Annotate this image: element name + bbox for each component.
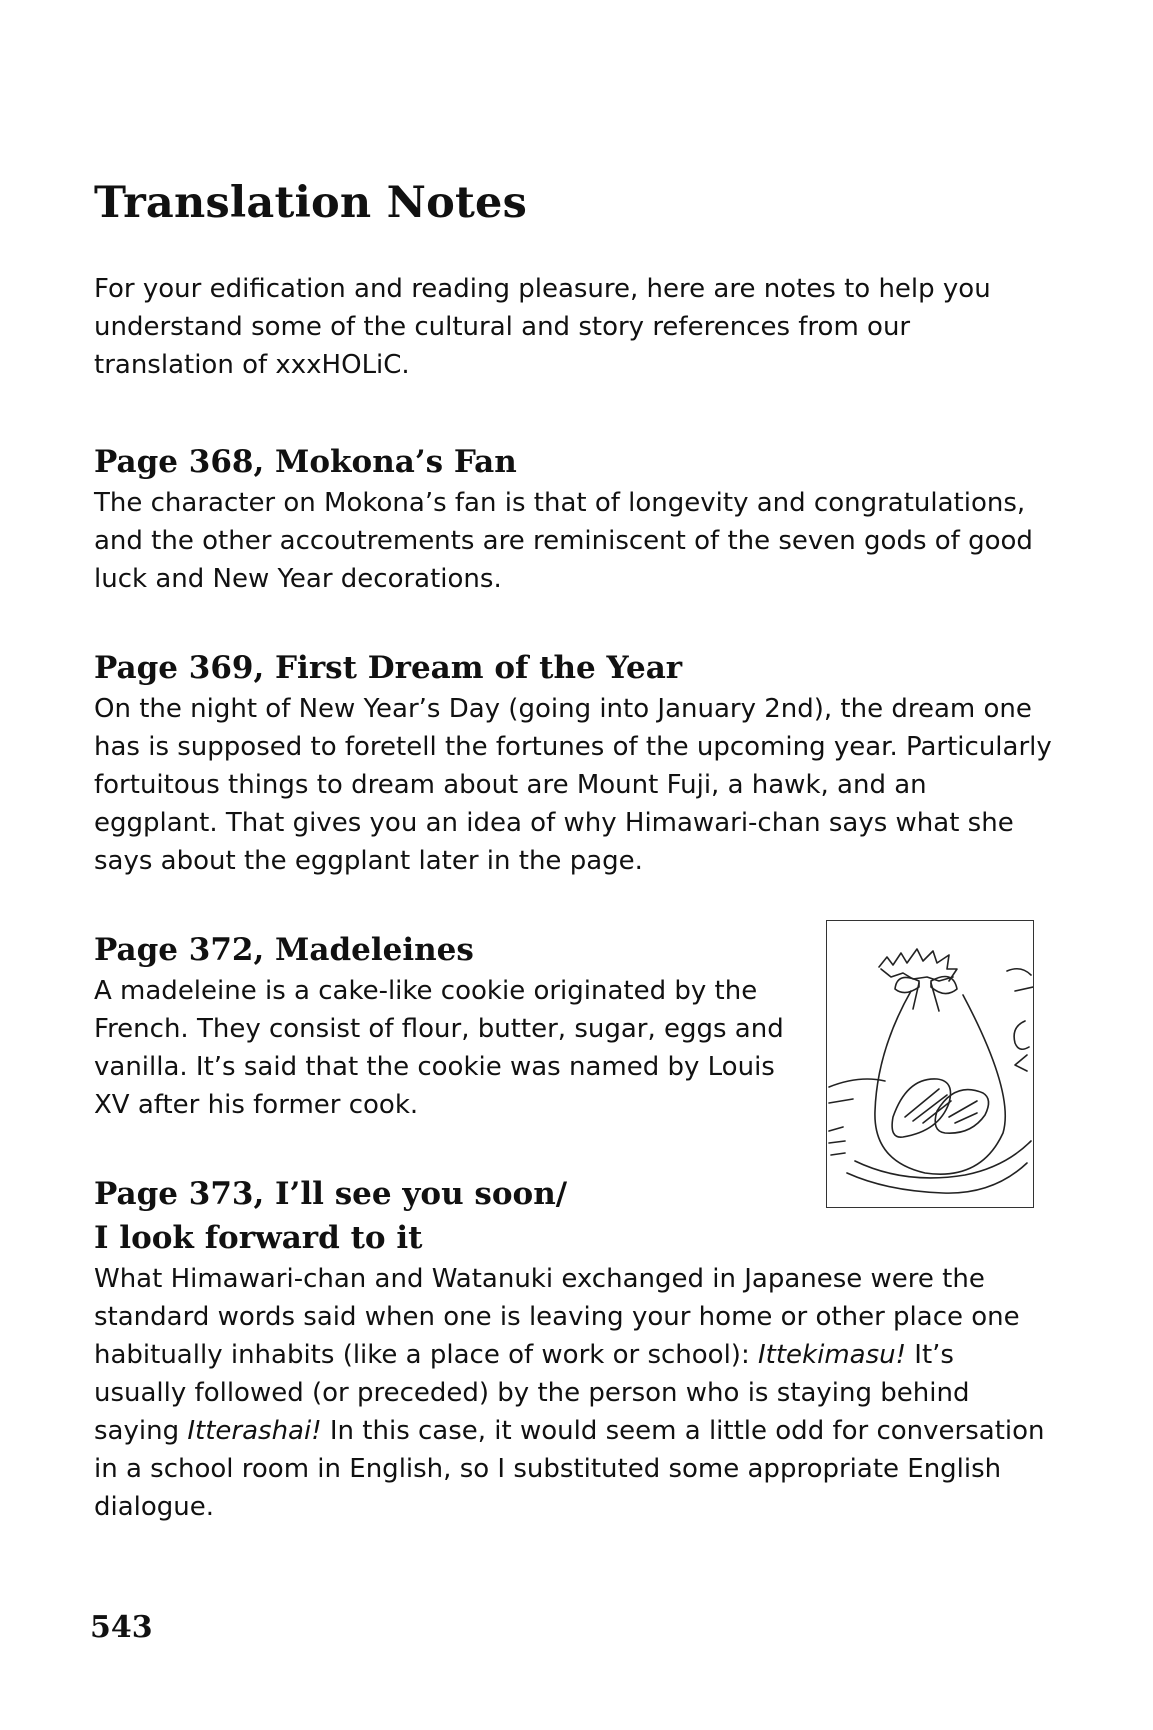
note-body-part-1: What Himawari-chan and Watanuki exchanged in Japanese were the standard words said when one is leaving your home or other place one habitually inhabits (like a place of work or school): xyxy=(94,1264,1020,1370)
note-see-you-soon xyxy=(94,1172,1054,1526)
note-body xyxy=(94,1260,1054,1526)
note-heading: Page 369, First Dream of the Year xyxy=(94,650,683,686)
italic-itterashai: Itterashai! xyxy=(187,1416,322,1446)
note-body: On the night of New Year’s Day (going into January 2nd), the dream one has is supposed to foretell the fortunes of the upcoming year. Particularly fortuitous things to dream about are Mount Fuji, a hawk, and an eggplant. That gives you an idea of why Himawari-chan says what she says about the eggplant later in the page. xyxy=(94,694,1052,876)
note-body: The character on Mokona’s fan is that of longevity and congratulations, and the other accoutrements are reminiscent of the seven gods of good luck and New Year decorations. xyxy=(94,488,1033,594)
note-body-part-3: In this case, it would seem a little odd for conversation in a school room in English, so I substituted some appropriate English dialogue. xyxy=(94,1416,1045,1522)
note-heading-line-1: Page 373, I’ll see you soon/ xyxy=(94,1176,568,1212)
madeleine-bag-drawing xyxy=(827,921,1033,1207)
note-heading: Page 368, Mokona’s Fan xyxy=(94,444,517,480)
page-content xyxy=(94,160,1054,1522)
note-madeleines xyxy=(94,928,814,1124)
note-first-dream xyxy=(94,646,1054,880)
note-mokonas-fan xyxy=(94,440,1054,598)
page-title: Translation Notes xyxy=(94,178,527,228)
note-body-part-2: It’s usually followed (or preceded) by the person who is staying behind saying xyxy=(94,1340,970,1446)
page-number: 543 xyxy=(90,1610,153,1645)
intro-paragraph: For your edification and reading pleasure, here are notes to help you understand some of the cultural and story references from our translation of xxxHOLiC. xyxy=(94,274,991,380)
madeleine-bag-illustration xyxy=(826,920,1034,1208)
italic-ittekimasu: Ittekimasu! xyxy=(757,1340,907,1370)
note-body: A madeleine is a cake-like cookie originated by the French. They consist of flour, butter, sugar, eggs and vanilla. It’s said that the cookie was named by Louis XV after his former cook. xyxy=(94,976,784,1120)
note-heading: Page 372, Madeleines xyxy=(94,932,474,968)
note-heading-line-2: I look forward to it xyxy=(94,1220,423,1256)
